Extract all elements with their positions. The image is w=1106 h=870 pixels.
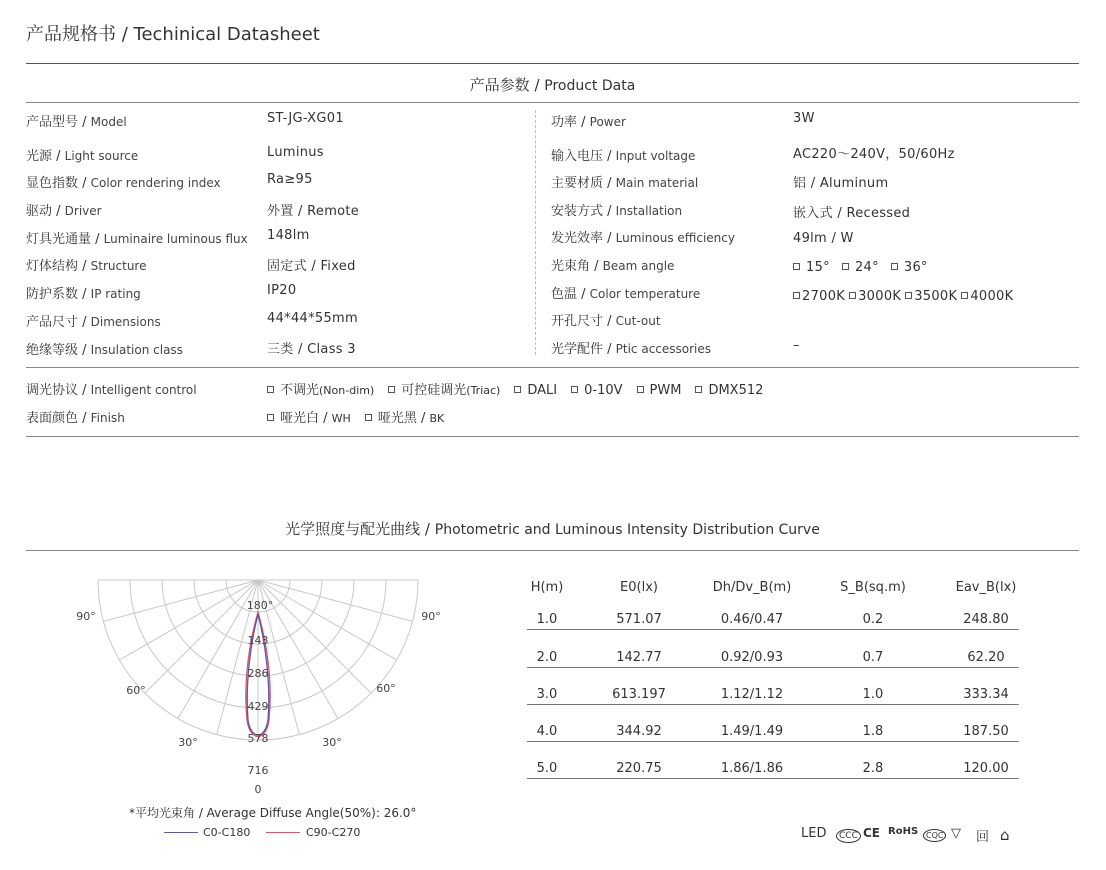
spoke — [104, 580, 259, 621]
checkbox-icon[interactable] — [571, 386, 578, 393]
led-mark-icon: LED — [801, 826, 827, 841]
table-cell: 1.86/1.86 — [720, 761, 784, 776]
table-header: Dh/Dv_B(m) — [712, 580, 792, 595]
angle-label-90-right: 90° — [421, 610, 441, 623]
spec-value: AC220～240V，50/60Hz — [793, 147, 955, 162]
ring-label: 143 — [247, 634, 269, 647]
table-cell: 0.92/0.93 — [720, 650, 784, 665]
label-en: Luminous efficiency — [615, 231, 735, 245]
row-divider — [527, 704, 1019, 705]
table-cell: 344.92 — [616, 724, 662, 739]
spec-value: 49lm / W — [793, 231, 854, 246]
spec-value — [793, 260, 940, 275]
table-cell: 62.20 — [967, 650, 1005, 665]
label-en: Luminaire luminous flux — [103, 232, 248, 246]
checkbox-icon[interactable] — [905, 292, 912, 299]
label-en: Power — [589, 115, 626, 129]
column-divider — [535, 110, 536, 355]
section-title-photometric — [26, 518, 1079, 539]
option-label-en: BK — [429, 412, 445, 425]
label-zh: 开孔尺寸 / — [551, 314, 616, 329]
label-en: Color rendering index — [90, 176, 221, 190]
label-en: Driver — [64, 204, 102, 218]
option-item — [637, 383, 682, 398]
label-en: Color temperature — [589, 287, 701, 301]
table-header: E0(lx) — [620, 580, 658, 595]
option-item — [842, 260, 879, 275]
label-zh: 光学配件 / — [551, 342, 616, 357]
spec-value: 148lm — [267, 228, 310, 243]
option-label: DALI — [527, 383, 558, 398]
angle-label-180: 180° — [246, 599, 274, 612]
ring-label: 286 — [247, 667, 269, 680]
spec-label — [26, 111, 127, 130]
option-label: 3500K — [914, 289, 958, 304]
spec-label — [551, 310, 661, 329]
checkbox-icon[interactable] — [891, 263, 898, 270]
spoke — [119, 580, 258, 660]
table-cell: 0.7 — [862, 650, 884, 665]
table-cell: 613.197 — [612, 687, 666, 702]
divider — [26, 367, 1079, 368]
spec-value: 外置 / Remote — [267, 204, 360, 219]
checkbox-icon[interactable] — [842, 263, 849, 270]
table-cell: 571.07 — [616, 612, 662, 627]
option-item — [849, 289, 901, 304]
option-label: DMX512 — [708, 383, 764, 398]
table-cell: 333.34 — [963, 687, 1009, 702]
label-en: Input voltage — [615, 149, 696, 163]
legend-swatch-c90-c270 — [266, 832, 300, 833]
label-zh: 发光效率 / — [551, 231, 616, 246]
spoke — [145, 580, 258, 693]
checkbox-icon[interactable] — [849, 292, 856, 299]
checkbox-icon[interactable] — [961, 292, 968, 299]
table-header: S_B(sq.m) — [840, 580, 906, 595]
option-item — [267, 407, 351, 426]
label-en: Structure — [90, 259, 147, 273]
row-divider — [527, 741, 1019, 742]
option-label: 哑光黑 / — [377, 411, 430, 426]
option-label: PWM — [649, 383, 682, 398]
cqc-mark-icon: CQC — [923, 829, 946, 842]
spec-label — [26, 172, 221, 191]
label-en: Intelligent control — [90, 383, 197, 397]
spec-value: 3W — [793, 111, 815, 126]
option-label: 哑光白 / — [280, 411, 332, 426]
label-en: Light source — [64, 149, 139, 163]
label-en: Installation — [615, 204, 683, 218]
angle-label-30-right: 30° — [322, 736, 342, 749]
spec-value: – — [793, 338, 800, 353]
spec-value: 三类 / Class 3 — [267, 342, 356, 357]
label-zh: 绝缘等级 / — [26, 343, 91, 358]
option-label-en: WH — [331, 412, 351, 425]
spec-value: Luminus — [267, 145, 324, 160]
section-title-en: Product Data — [544, 78, 636, 94]
checkbox-icon[interactable] — [637, 386, 644, 393]
table-header: Eav_B(lx) — [955, 580, 1017, 595]
spec-value: 嵌入式 / Recessed — [793, 206, 911, 221]
table-header: H(m) — [530, 580, 564, 595]
triangle-mark-icon: ▽ — [951, 826, 961, 841]
option-item — [571, 383, 622, 398]
checkbox-icon[interactable] — [388, 386, 395, 393]
spec-label — [551, 145, 695, 164]
table-cell: 3.0 — [536, 687, 558, 702]
label-zh: 调光协议 / — [26, 383, 91, 398]
option-label: 0-10V — [584, 383, 623, 398]
spec-value: 固定式 / Fixed — [267, 259, 356, 274]
angle-label-60-left: 60° — [126, 684, 146, 697]
option-item — [961, 289, 1013, 304]
spec-label-finish — [26, 407, 125, 426]
option-item — [905, 289, 957, 304]
label-zh: 光源 / — [26, 149, 65, 164]
label-en: Dimensions — [90, 315, 161, 329]
option-item — [514, 383, 557, 398]
label-zh: 表面颜色 / — [26, 411, 91, 426]
finish-options — [267, 407, 458, 426]
label-en: Cut-out — [615, 314, 661, 328]
table-cell: 1.49/1.49 — [720, 724, 784, 739]
label-en: Finish — [90, 411, 125, 425]
option-label: 2700K — [802, 289, 846, 304]
label-en: IP rating — [90, 287, 141, 301]
row-divider — [527, 629, 1019, 630]
divider — [26, 550, 1079, 551]
spec-label — [551, 255, 674, 274]
section-title-zh: 产品参数 / — [469, 76, 545, 94]
label-zh: 防护系数 / — [26, 287, 91, 302]
label-zh: 灯具光通量 / — [26, 232, 104, 247]
option-label: 24° — [854, 260, 879, 275]
spec-label — [551, 111, 626, 130]
spec-label — [551, 172, 698, 191]
angle-label-60-right: 60° — [376, 682, 396, 695]
spec-value: IP20 — [267, 283, 297, 298]
row-divider — [527, 778, 1019, 779]
legend-swatch-c0-c180 — [164, 832, 198, 833]
spoke — [258, 580, 371, 693]
spec-label — [26, 283, 141, 302]
option-item — [388, 379, 500, 398]
checkbox-icon[interactable] — [365, 414, 372, 421]
table-cell: 120.00 — [963, 761, 1009, 776]
label-zh: 驱动 / — [26, 204, 65, 219]
table-cell: 1.0 — [862, 687, 884, 702]
double-square-mark-icon: 回 — [976, 830, 990, 845]
label-zh: 光束角 / — [551, 259, 603, 274]
spec-value: 铝 / Aluminum — [793, 176, 889, 191]
option-label: 15° — [806, 260, 830, 275]
table-cell: 0.2 — [862, 612, 884, 627]
angle-label-90-left: 90° — [76, 610, 96, 623]
table-cell: 5.0 — [536, 761, 558, 776]
option-label: 4000K — [970, 289, 1014, 304]
spoke — [258, 580, 397, 660]
option-label: 3000K — [858, 289, 902, 304]
spec-label — [26, 339, 183, 358]
option-item — [365, 407, 444, 426]
spec-label — [26, 311, 161, 330]
ccc-mark-icon: CCC — [836, 829, 861, 843]
spec-label — [26, 228, 248, 247]
checkbox-icon[interactable] — [267, 386, 274, 393]
ring-label: 429 — [247, 700, 269, 713]
label-zh: 色温 / — [551, 287, 590, 302]
polar-intensity-chart — [76, 570, 441, 800]
option-label-en: (Triac) — [466, 384, 501, 397]
label-en: Main material — [615, 176, 699, 190]
table-cell: 1.8 — [862, 724, 884, 739]
option-item — [267, 379, 374, 398]
spec-label — [26, 200, 102, 219]
spec-label — [551, 227, 735, 246]
table-cell: 0.46/0.47 — [720, 612, 784, 627]
table-cell: 248.80 — [963, 612, 1009, 627]
row-divider — [527, 667, 1019, 668]
checkbox-icon[interactable] — [793, 263, 800, 270]
section-title-en: Photometric and Luminous Intensity Distribution Curve — [434, 522, 820, 538]
ce-mark-icon: CE — [863, 826, 881, 840]
divider — [26, 63, 1079, 64]
spec-label — [26, 145, 138, 164]
label-en: Beam angle — [602, 259, 675, 273]
label-zh: 产品型号 / — [26, 115, 91, 130]
label-en: Model — [90, 115, 127, 129]
angle-label-30-left: 30° — [178, 736, 198, 749]
spec-label — [551, 200, 682, 219]
table-cell: 142.77 — [616, 650, 662, 665]
spec-value: 44*44*55mm — [267, 311, 358, 326]
ring-label: 716 — [247, 764, 269, 777]
label-zh: 输入电压 / — [551, 149, 616, 164]
divider — [26, 436, 1079, 437]
label-en: Ptic accessories — [615, 342, 712, 356]
divider — [26, 102, 1079, 103]
spec-value: ST-JG-XG01 — [267, 111, 344, 126]
ring-label: 578 — [247, 732, 269, 745]
section-title-product-data — [26, 74, 1079, 95]
angle-label-0: 0 — [254, 783, 262, 796]
table-cell: 2.0 — [536, 650, 558, 665]
control-options — [267, 379, 777, 398]
section-title-zh: 光学照度与配光曲线 / — [285, 520, 435, 538]
spec-label-intelligent-control — [26, 379, 197, 398]
option-label: 可控硅调光 — [401, 383, 467, 398]
spec-value: Ra≥95 — [267, 172, 313, 187]
option-label-en: (Non-dim) — [319, 384, 375, 397]
spec-label — [26, 255, 146, 274]
option-item — [695, 383, 763, 398]
label-zh: 安装方式 / — [551, 204, 616, 219]
label-zh: 主要材质 / — [551, 176, 616, 191]
option-label: 36° — [903, 260, 928, 275]
spec-label — [551, 283, 700, 302]
table-cell: 1.0 — [536, 612, 558, 627]
table-cell: 2.8 — [862, 761, 884, 776]
option-item — [793, 260, 830, 275]
label-zh: 灯体结构 / — [26, 259, 91, 274]
table-cell: 220.75 — [616, 761, 662, 776]
spec-label — [551, 338, 711, 357]
table-cell: 1.12/1.12 — [720, 687, 784, 702]
label-zh: 显色指数 / — [26, 176, 91, 191]
label-en: Insulation class — [90, 343, 183, 357]
checkbox-icon[interactable] — [695, 386, 702, 393]
spoke — [258, 580, 413, 621]
option-label: 不调光 — [280, 383, 320, 398]
legend-label-c90-c270: C90-C270 — [306, 826, 361, 839]
option-item — [891, 260, 928, 275]
option-item — [793, 289, 845, 304]
label-zh: 产品尺寸 / — [26, 315, 91, 330]
checkbox-icon[interactable] — [793, 292, 800, 299]
house-mark-icon: ⌂ — [1000, 826, 1010, 844]
legend-label-c0-c180: C0-C180 — [203, 826, 251, 839]
rohs-mark-icon: RoHS — [888, 826, 919, 837]
label-zh: 功率 / — [551, 115, 590, 130]
table-cell: 4.0 — [536, 724, 558, 739]
spec-value — [793, 289, 1017, 304]
page-title: 产品规格书 / Techinical Datasheet — [26, 24, 320, 45]
table-cell: 187.50 — [963, 724, 1009, 739]
beam-angle-note: *平均光束角 / Average Diffuse Angle(50%): 26.0° — [129, 806, 417, 820]
checkbox-icon[interactable] — [514, 386, 521, 393]
checkbox-icon[interactable] — [267, 414, 274, 421]
